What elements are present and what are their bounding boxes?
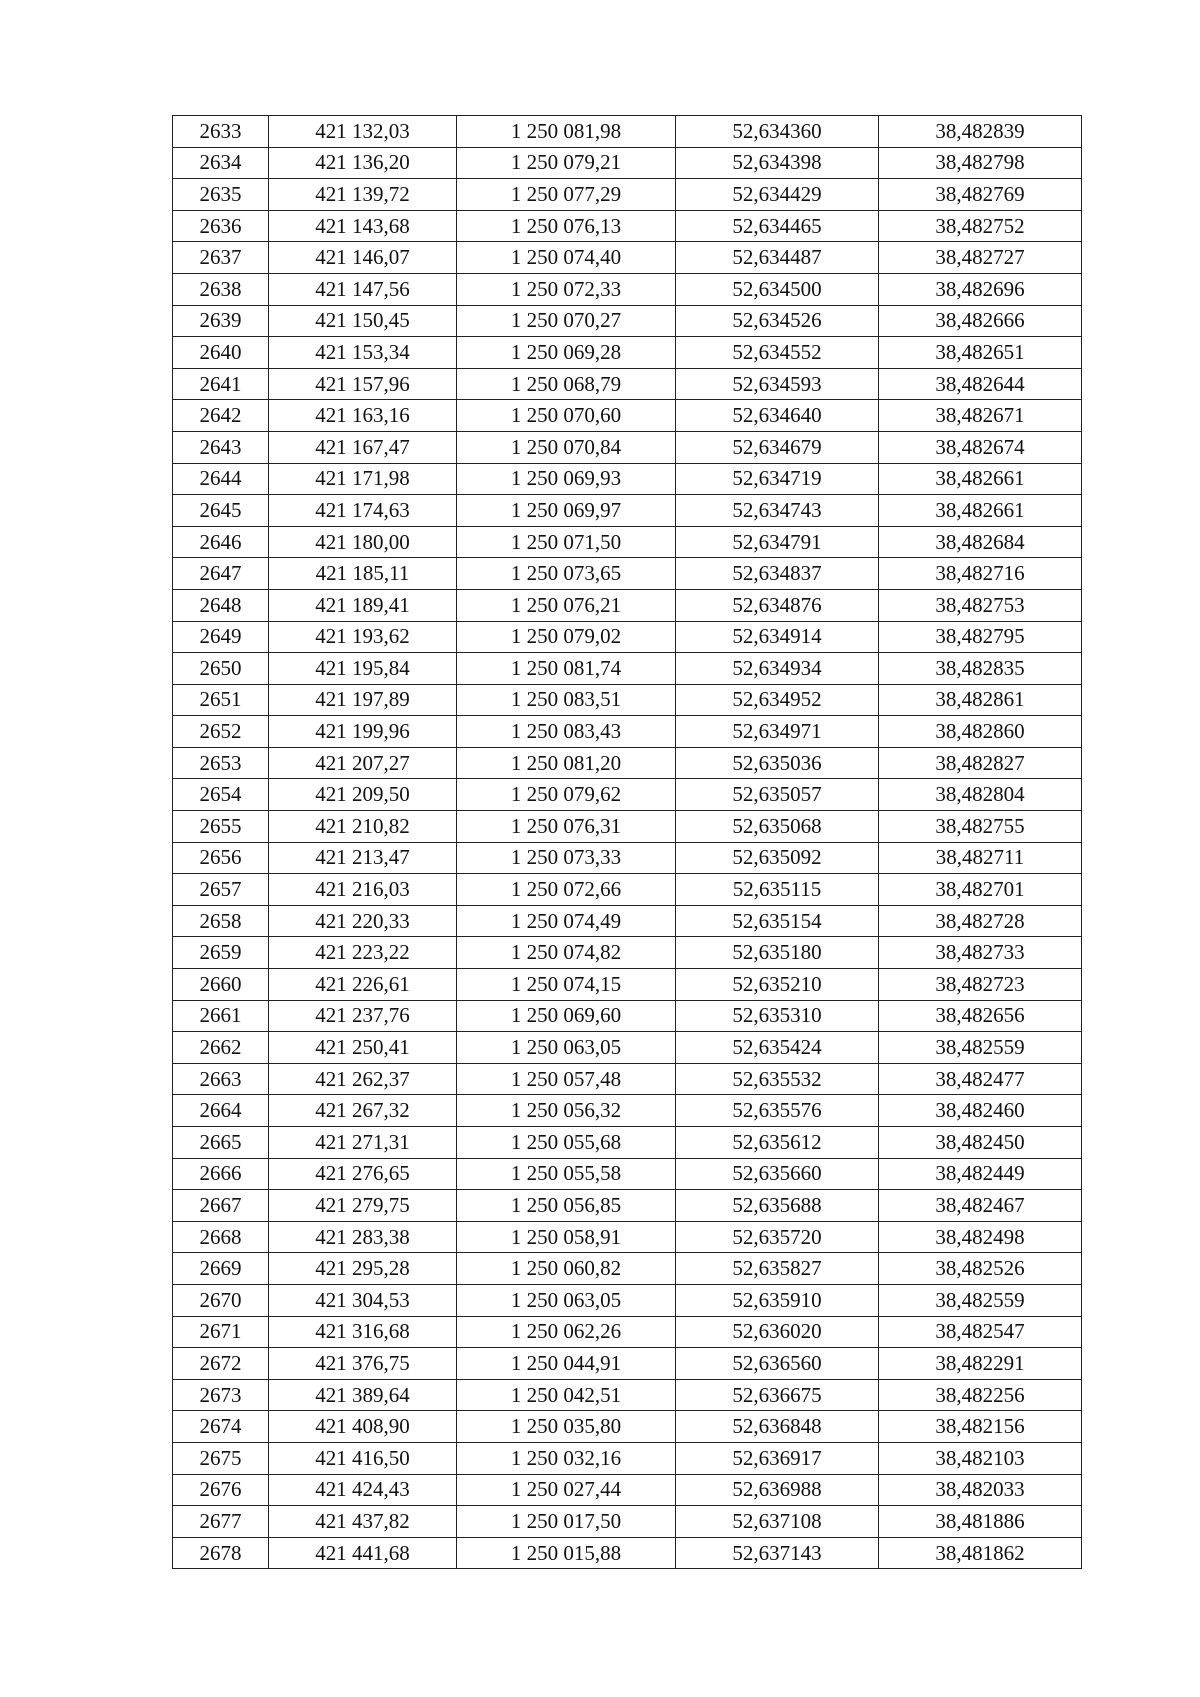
latitude-cell: 52,635036 bbox=[676, 747, 879, 779]
longitude-cell: 38,482728 bbox=[879, 905, 1082, 937]
y-coordinate-cell: 1 250 071,50 bbox=[457, 526, 676, 558]
point-number-cell: 2639 bbox=[173, 305, 269, 337]
y-coordinate-cell: 1 250 083,43 bbox=[457, 716, 676, 748]
table-row bbox=[173, 1000, 1082, 1032]
latitude-cell: 52,635660 bbox=[676, 1158, 879, 1190]
y-coordinate-cell: 1 250 056,32 bbox=[457, 1095, 676, 1127]
longitude-cell: 38,482684 bbox=[879, 526, 1082, 558]
longitude-cell: 38,482644 bbox=[879, 368, 1082, 400]
point-number-cell: 2642 bbox=[173, 400, 269, 432]
table-row bbox=[173, 1442, 1082, 1474]
point-number-cell: 2647 bbox=[173, 558, 269, 590]
longitude-cell: 38,482477 bbox=[879, 1063, 1082, 1095]
latitude-cell: 52,634952 bbox=[676, 684, 879, 716]
longitude-cell: 38,482674 bbox=[879, 431, 1082, 463]
longitude-cell: 38,482156 bbox=[879, 1411, 1082, 1443]
y-coordinate-cell: 1 250 068,79 bbox=[457, 368, 676, 400]
x-coordinate-cell: 421 271,31 bbox=[269, 1127, 457, 1159]
longitude-cell: 38,482804 bbox=[879, 779, 1082, 811]
longitude-cell: 38,482711 bbox=[879, 842, 1082, 874]
table-row bbox=[173, 811, 1082, 843]
table-row bbox=[173, 558, 1082, 590]
y-coordinate-cell: 1 250 063,05 bbox=[457, 1284, 676, 1316]
point-number-cell: 2633 bbox=[173, 116, 269, 148]
y-coordinate-cell: 1 250 076,31 bbox=[457, 811, 676, 843]
table-row bbox=[173, 116, 1082, 148]
table-row bbox=[173, 937, 1082, 969]
y-coordinate-cell: 1 250 058,91 bbox=[457, 1221, 676, 1253]
x-coordinate-cell: 421 295,28 bbox=[269, 1253, 457, 1285]
x-coordinate-cell: 421 210,82 bbox=[269, 811, 457, 843]
table-row bbox=[173, 1063, 1082, 1095]
x-coordinate-cell: 421 132,03 bbox=[269, 116, 457, 148]
table-row bbox=[173, 1221, 1082, 1253]
x-coordinate-cell: 421 199,96 bbox=[269, 716, 457, 748]
table-row bbox=[173, 1284, 1082, 1316]
point-number-cell: 2645 bbox=[173, 495, 269, 527]
point-number-cell: 2676 bbox=[173, 1474, 269, 1506]
latitude-cell: 52,635910 bbox=[676, 1284, 879, 1316]
longitude-cell: 38,482467 bbox=[879, 1190, 1082, 1222]
point-number-cell: 2675 bbox=[173, 1442, 269, 1474]
y-coordinate-cell: 1 250 074,40 bbox=[457, 242, 676, 274]
latitude-cell: 52,634526 bbox=[676, 305, 879, 337]
y-coordinate-cell: 1 250 081,98 bbox=[457, 116, 676, 148]
y-coordinate-cell: 1 250 079,02 bbox=[457, 621, 676, 653]
longitude-cell: 38,482696 bbox=[879, 273, 1082, 305]
x-coordinate-cell: 421 223,22 bbox=[269, 937, 457, 969]
y-coordinate-cell: 1 250 076,21 bbox=[457, 589, 676, 621]
longitude-cell: 38,482860 bbox=[879, 716, 1082, 748]
y-coordinate-cell: 1 250 035,80 bbox=[457, 1411, 676, 1443]
y-coordinate-cell: 1 250 042,51 bbox=[457, 1379, 676, 1411]
x-coordinate-cell: 421 163,16 bbox=[269, 400, 457, 432]
table-row bbox=[173, 1127, 1082, 1159]
point-number-cell: 2669 bbox=[173, 1253, 269, 1285]
x-coordinate-cell: 421 250,41 bbox=[269, 1032, 457, 1064]
x-coordinate-cell: 421 197,89 bbox=[269, 684, 457, 716]
x-coordinate-cell: 421 213,47 bbox=[269, 842, 457, 874]
x-coordinate-cell: 421 237,76 bbox=[269, 1000, 457, 1032]
table-row bbox=[173, 1253, 1082, 1285]
point-number-cell: 2640 bbox=[173, 337, 269, 369]
latitude-cell: 52,634743 bbox=[676, 495, 879, 527]
x-coordinate-cell: 421 216,03 bbox=[269, 874, 457, 906]
longitude-cell: 38,482795 bbox=[879, 621, 1082, 653]
latitude-cell: 52,634552 bbox=[676, 337, 879, 369]
y-coordinate-cell: 1 250 069,60 bbox=[457, 1000, 676, 1032]
point-number-cell: 2641 bbox=[173, 368, 269, 400]
longitude-cell: 38,481886 bbox=[879, 1506, 1082, 1538]
x-coordinate-cell: 421 226,61 bbox=[269, 969, 457, 1001]
longitude-cell: 38,482666 bbox=[879, 305, 1082, 337]
latitude-cell: 52,634934 bbox=[676, 653, 879, 685]
table-row bbox=[173, 716, 1082, 748]
table-row bbox=[173, 526, 1082, 558]
y-coordinate-cell: 1 250 069,93 bbox=[457, 463, 676, 495]
latitude-cell: 52,635210 bbox=[676, 969, 879, 1001]
x-coordinate-cell: 421 143,68 bbox=[269, 210, 457, 242]
x-coordinate-cell: 421 316,68 bbox=[269, 1316, 457, 1348]
latitude-cell: 52,635688 bbox=[676, 1190, 879, 1222]
longitude-cell: 38,482835 bbox=[879, 653, 1082, 685]
x-coordinate-cell: 421 147,56 bbox=[269, 273, 457, 305]
point-number-cell: 2655 bbox=[173, 811, 269, 843]
table-row bbox=[173, 1474, 1082, 1506]
y-coordinate-cell: 1 250 069,97 bbox=[457, 495, 676, 527]
latitude-cell: 52,634429 bbox=[676, 179, 879, 211]
latitude-cell: 52,634791 bbox=[676, 526, 879, 558]
table-row bbox=[173, 905, 1082, 937]
x-coordinate-cell: 421 167,47 bbox=[269, 431, 457, 463]
longitude-cell: 38,482547 bbox=[879, 1316, 1082, 1348]
x-coordinate-cell: 421 193,62 bbox=[269, 621, 457, 653]
table-row bbox=[173, 589, 1082, 621]
table-row bbox=[173, 179, 1082, 211]
latitude-cell: 52,634971 bbox=[676, 716, 879, 748]
latitude-cell: 52,634487 bbox=[676, 242, 879, 274]
table-row bbox=[173, 1348, 1082, 1380]
y-coordinate-cell: 1 250 083,51 bbox=[457, 684, 676, 716]
x-coordinate-cell: 421 153,34 bbox=[269, 337, 457, 369]
latitude-cell: 52,635180 bbox=[676, 937, 879, 969]
longitude-cell: 38,482839 bbox=[879, 116, 1082, 148]
longitude-cell: 38,482727 bbox=[879, 242, 1082, 274]
coordinates-table bbox=[172, 115, 1082, 1569]
y-coordinate-cell: 1 250 073,33 bbox=[457, 842, 676, 874]
point-number-cell: 2658 bbox=[173, 905, 269, 937]
point-number-cell: 2668 bbox=[173, 1221, 269, 1253]
longitude-cell: 38,482733 bbox=[879, 937, 1082, 969]
point-number-cell: 2653 bbox=[173, 747, 269, 779]
latitude-cell: 52,635424 bbox=[676, 1032, 879, 1064]
y-coordinate-cell: 1 250 070,60 bbox=[457, 400, 676, 432]
longitude-cell: 38,482033 bbox=[879, 1474, 1082, 1506]
table-row bbox=[173, 747, 1082, 779]
point-number-cell: 2637 bbox=[173, 242, 269, 274]
table-row bbox=[173, 1316, 1082, 1348]
x-coordinate-cell: 421 207,27 bbox=[269, 747, 457, 779]
y-coordinate-cell: 1 250 027,44 bbox=[457, 1474, 676, 1506]
x-coordinate-cell: 421 441,68 bbox=[269, 1537, 457, 1569]
x-coordinate-cell: 421 262,37 bbox=[269, 1063, 457, 1095]
point-number-cell: 2677 bbox=[173, 1506, 269, 1538]
point-number-cell: 2674 bbox=[173, 1411, 269, 1443]
point-number-cell: 2644 bbox=[173, 463, 269, 495]
x-coordinate-cell: 421 209,50 bbox=[269, 779, 457, 811]
latitude-cell: 52,635068 bbox=[676, 811, 879, 843]
latitude-cell: 52,634593 bbox=[676, 368, 879, 400]
coordinates-table-body bbox=[173, 116, 1082, 1569]
point-number-cell: 2635 bbox=[173, 179, 269, 211]
latitude-cell: 52,634640 bbox=[676, 400, 879, 432]
x-coordinate-cell: 421 150,45 bbox=[269, 305, 457, 337]
point-number-cell: 2657 bbox=[173, 874, 269, 906]
y-coordinate-cell: 1 250 081,20 bbox=[457, 747, 676, 779]
x-coordinate-cell: 421 220,33 bbox=[269, 905, 457, 937]
longitude-cell: 38,482827 bbox=[879, 747, 1082, 779]
longitude-cell: 38,482769 bbox=[879, 179, 1082, 211]
latitude-cell: 52,635576 bbox=[676, 1095, 879, 1127]
y-coordinate-cell: 1 250 032,16 bbox=[457, 1442, 676, 1474]
latitude-cell: 52,634465 bbox=[676, 210, 879, 242]
latitude-cell: 52,634719 bbox=[676, 463, 879, 495]
table-row bbox=[173, 210, 1082, 242]
table-row bbox=[173, 495, 1082, 527]
longitude-cell: 38,482661 bbox=[879, 463, 1082, 495]
table-row bbox=[173, 779, 1082, 811]
table-row bbox=[173, 1095, 1082, 1127]
longitude-cell: 38,482460 bbox=[879, 1095, 1082, 1127]
y-coordinate-cell: 1 250 074,82 bbox=[457, 937, 676, 969]
y-coordinate-cell: 1 250 072,33 bbox=[457, 273, 676, 305]
y-coordinate-cell: 1 250 044,91 bbox=[457, 1348, 676, 1380]
point-number-cell: 2666 bbox=[173, 1158, 269, 1190]
y-coordinate-cell: 1 250 069,28 bbox=[457, 337, 676, 369]
x-coordinate-cell: 421 174,63 bbox=[269, 495, 457, 527]
latitude-cell: 52,636917 bbox=[676, 1442, 879, 1474]
table-row bbox=[173, 1190, 1082, 1222]
latitude-cell: 52,635154 bbox=[676, 905, 879, 937]
longitude-cell: 38,482103 bbox=[879, 1442, 1082, 1474]
table-row bbox=[173, 273, 1082, 305]
point-number-cell: 2663 bbox=[173, 1063, 269, 1095]
longitude-cell: 38,482498 bbox=[879, 1221, 1082, 1253]
longitude-cell: 38,482651 bbox=[879, 337, 1082, 369]
table-row bbox=[173, 1032, 1082, 1064]
table-row bbox=[173, 400, 1082, 432]
latitude-cell: 52,635720 bbox=[676, 1221, 879, 1253]
point-number-cell: 2652 bbox=[173, 716, 269, 748]
latitude-cell: 52,635115 bbox=[676, 874, 879, 906]
y-coordinate-cell: 1 250 077,29 bbox=[457, 179, 676, 211]
point-number-cell: 2665 bbox=[173, 1127, 269, 1159]
x-coordinate-cell: 421 267,32 bbox=[269, 1095, 457, 1127]
y-coordinate-cell: 1 250 060,82 bbox=[457, 1253, 676, 1285]
y-coordinate-cell: 1 250 017,50 bbox=[457, 1506, 676, 1538]
table-row bbox=[173, 147, 1082, 179]
y-coordinate-cell: 1 250 081,74 bbox=[457, 653, 676, 685]
latitude-cell: 52,634360 bbox=[676, 116, 879, 148]
point-number-cell: 2651 bbox=[173, 684, 269, 716]
point-number-cell: 2659 bbox=[173, 937, 269, 969]
y-coordinate-cell: 1 250 056,85 bbox=[457, 1190, 676, 1222]
latitude-cell: 52,636675 bbox=[676, 1379, 879, 1411]
latitude-cell: 52,635092 bbox=[676, 842, 879, 874]
x-coordinate-cell: 421 304,53 bbox=[269, 1284, 457, 1316]
longitude-cell: 38,482559 bbox=[879, 1284, 1082, 1316]
table-row bbox=[173, 1411, 1082, 1443]
x-coordinate-cell: 421 136,20 bbox=[269, 147, 457, 179]
table-row bbox=[173, 874, 1082, 906]
latitude-cell: 52,636988 bbox=[676, 1474, 879, 1506]
longitude-cell: 38,482656 bbox=[879, 1000, 1082, 1032]
point-number-cell: 2656 bbox=[173, 842, 269, 874]
point-number-cell: 2634 bbox=[173, 147, 269, 179]
y-coordinate-cell: 1 250 074,49 bbox=[457, 905, 676, 937]
latitude-cell: 52,637143 bbox=[676, 1537, 879, 1569]
y-coordinate-cell: 1 250 055,68 bbox=[457, 1127, 676, 1159]
table-row bbox=[173, 368, 1082, 400]
point-number-cell: 2671 bbox=[173, 1316, 269, 1348]
table-row bbox=[173, 684, 1082, 716]
latitude-cell: 52,634914 bbox=[676, 621, 879, 653]
longitude-cell: 38,481862 bbox=[879, 1537, 1082, 1569]
point-number-cell: 2643 bbox=[173, 431, 269, 463]
y-coordinate-cell: 1 250 070,84 bbox=[457, 431, 676, 463]
x-coordinate-cell: 421 408,90 bbox=[269, 1411, 457, 1443]
point-number-cell: 2648 bbox=[173, 589, 269, 621]
table-row bbox=[173, 463, 1082, 495]
longitude-cell: 38,482526 bbox=[879, 1253, 1082, 1285]
x-coordinate-cell: 421 146,07 bbox=[269, 242, 457, 274]
x-coordinate-cell: 421 424,43 bbox=[269, 1474, 457, 1506]
x-coordinate-cell: 421 389,64 bbox=[269, 1379, 457, 1411]
latitude-cell: 52,635827 bbox=[676, 1253, 879, 1285]
point-number-cell: 2661 bbox=[173, 1000, 269, 1032]
latitude-cell: 52,635057 bbox=[676, 779, 879, 811]
latitude-cell: 52,635310 bbox=[676, 1000, 879, 1032]
y-coordinate-cell: 1 250 072,66 bbox=[457, 874, 676, 906]
x-coordinate-cell: 421 157,96 bbox=[269, 368, 457, 400]
point-number-cell: 2667 bbox=[173, 1190, 269, 1222]
point-number-cell: 2662 bbox=[173, 1032, 269, 1064]
point-number-cell: 2654 bbox=[173, 779, 269, 811]
longitude-cell: 38,482559 bbox=[879, 1032, 1082, 1064]
longitude-cell: 38,482256 bbox=[879, 1379, 1082, 1411]
y-coordinate-cell: 1 250 079,62 bbox=[457, 779, 676, 811]
x-coordinate-cell: 421 171,98 bbox=[269, 463, 457, 495]
x-coordinate-cell: 421 139,72 bbox=[269, 179, 457, 211]
table-row bbox=[173, 305, 1082, 337]
latitude-cell: 52,636848 bbox=[676, 1411, 879, 1443]
longitude-cell: 38,482661 bbox=[879, 495, 1082, 527]
x-coordinate-cell: 421 185,11 bbox=[269, 558, 457, 590]
longitude-cell: 38,482723 bbox=[879, 969, 1082, 1001]
point-number-cell: 2678 bbox=[173, 1537, 269, 1569]
y-coordinate-cell: 1 250 057,48 bbox=[457, 1063, 676, 1095]
y-coordinate-cell: 1 250 076,13 bbox=[457, 210, 676, 242]
latitude-cell: 52,634876 bbox=[676, 589, 879, 621]
point-number-cell: 2636 bbox=[173, 210, 269, 242]
x-coordinate-cell: 421 416,50 bbox=[269, 1442, 457, 1474]
x-coordinate-cell: 421 195,84 bbox=[269, 653, 457, 685]
table-row bbox=[173, 842, 1082, 874]
longitude-cell: 38,482450 bbox=[879, 1127, 1082, 1159]
longitude-cell: 38,482716 bbox=[879, 558, 1082, 590]
latitude-cell: 52,637108 bbox=[676, 1506, 879, 1538]
table-row bbox=[173, 621, 1082, 653]
y-coordinate-cell: 1 250 015,88 bbox=[457, 1537, 676, 1569]
x-coordinate-cell: 421 437,82 bbox=[269, 1506, 457, 1538]
longitude-cell: 38,482753 bbox=[879, 589, 1082, 621]
table-row bbox=[173, 653, 1082, 685]
y-coordinate-cell: 1 250 070,27 bbox=[457, 305, 676, 337]
table-row bbox=[173, 242, 1082, 274]
latitude-cell: 52,635612 bbox=[676, 1127, 879, 1159]
latitude-cell: 52,636020 bbox=[676, 1316, 879, 1348]
longitude-cell: 38,482701 bbox=[879, 874, 1082, 906]
longitude-cell: 38,482291 bbox=[879, 1348, 1082, 1380]
latitude-cell: 52,634837 bbox=[676, 558, 879, 590]
table-row bbox=[173, 1537, 1082, 1569]
x-coordinate-cell: 421 189,41 bbox=[269, 589, 457, 621]
x-coordinate-cell: 421 283,38 bbox=[269, 1221, 457, 1253]
x-coordinate-cell: 421 180,00 bbox=[269, 526, 457, 558]
y-coordinate-cell: 1 250 073,65 bbox=[457, 558, 676, 590]
y-coordinate-cell: 1 250 062,26 bbox=[457, 1316, 676, 1348]
point-number-cell: 2672 bbox=[173, 1348, 269, 1380]
x-coordinate-cell: 421 279,75 bbox=[269, 1190, 457, 1222]
table-row bbox=[173, 337, 1082, 369]
y-coordinate-cell: 1 250 055,58 bbox=[457, 1158, 676, 1190]
latitude-cell: 52,636560 bbox=[676, 1348, 879, 1380]
x-coordinate-cell: 421 276,65 bbox=[269, 1158, 457, 1190]
longitude-cell: 38,482861 bbox=[879, 684, 1082, 716]
latitude-cell: 52,635532 bbox=[676, 1063, 879, 1095]
point-number-cell: 2660 bbox=[173, 969, 269, 1001]
point-number-cell: 2673 bbox=[173, 1379, 269, 1411]
y-coordinate-cell: 1 250 079,21 bbox=[457, 147, 676, 179]
longitude-cell: 38,482671 bbox=[879, 400, 1082, 432]
point-number-cell: 2649 bbox=[173, 621, 269, 653]
y-coordinate-cell: 1 250 063,05 bbox=[457, 1032, 676, 1064]
table-row bbox=[173, 1158, 1082, 1190]
y-coordinate-cell: 1 250 074,15 bbox=[457, 969, 676, 1001]
longitude-cell: 38,482755 bbox=[879, 811, 1082, 843]
table-row bbox=[173, 431, 1082, 463]
table-row bbox=[173, 969, 1082, 1001]
table-row bbox=[173, 1379, 1082, 1411]
x-coordinate-cell: 421 376,75 bbox=[269, 1348, 457, 1380]
latitude-cell: 52,634500 bbox=[676, 273, 879, 305]
point-number-cell: 2650 bbox=[173, 653, 269, 685]
longitude-cell: 38,482798 bbox=[879, 147, 1082, 179]
point-number-cell: 2646 bbox=[173, 526, 269, 558]
longitude-cell: 38,482449 bbox=[879, 1158, 1082, 1190]
latitude-cell: 52,634679 bbox=[676, 431, 879, 463]
longitude-cell: 38,482752 bbox=[879, 210, 1082, 242]
point-number-cell: 2670 bbox=[173, 1284, 269, 1316]
table-row bbox=[173, 1506, 1082, 1538]
latitude-cell: 52,634398 bbox=[676, 147, 879, 179]
point-number-cell: 2664 bbox=[173, 1095, 269, 1127]
point-number-cell: 2638 bbox=[173, 273, 269, 305]
